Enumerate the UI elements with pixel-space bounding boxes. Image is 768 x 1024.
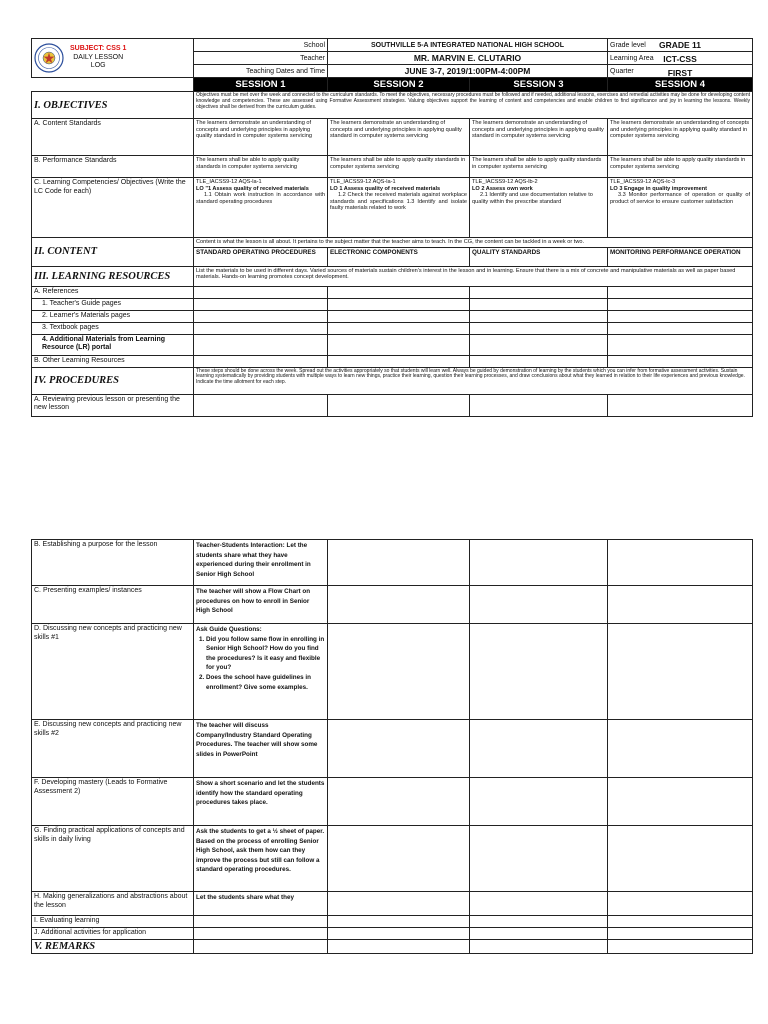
school-label: School [194, 39, 328, 52]
content-standard-s1: The learners demonstrate an understanding of concepts and underlying principles in applying quality standard in computer systems servicing [194, 119, 328, 156]
session-4-header: SESSION 4 [608, 78, 753, 92]
procedure-g-label: G. Finding practical applications of concepts and skills in daily living [32, 826, 194, 892]
content-topic-s4: MONITORING PERFORMANCE OPERATION [608, 247, 753, 266]
procedure-e-s1: The teacher will discuss Company/Industry Standard Operating Procedures. The teacher will show some slides in PowerPoint [194, 720, 328, 778]
content-note: Content is what the lesson is all about. It pertains to the subject matter that the teacher aims to teach. In the CG, the content can be tackled in a week or two. [194, 238, 753, 248]
procedure-d-s1 [194, 624, 328, 720]
area-label: Learning Area [608, 52, 753, 65]
objectives-title: I. OBJECTIVES [32, 92, 194, 119]
competency-s1 [194, 178, 328, 238]
procedure-f-label: F. Developing mastery (Leads to Formative Assessment 2) [32, 778, 194, 826]
quarter-label: Quarter [608, 65, 753, 78]
resources-title: III. LEARNING RESOURCES [32, 266, 194, 286]
procedure-e-label: E. Discussing new concepts and practicing new skills #2 [32, 720, 194, 778]
competency-code: TLE_IACSS9-12 AQS-la-1 [196, 179, 262, 185]
guide-question-2: 2. Does the school have guidelines in enrollment? Give some examples. [206, 673, 325, 692]
procedure-b-s1: Teacher-Students Interaction: Let the students share what they have experienced during their enrollment in Senior High School [194, 540, 328, 586]
performance-standard-s1: The learners shall be able to apply quality standards in computer systems servicing [194, 156, 328, 178]
procedure-h-label: H. Making generalizations and abstractions about the lesson [32, 892, 194, 916]
competency-detail: 3.3 Monitor performance of operation or quality of product of service to ensure customer satisfaction [610, 192, 750, 205]
competency-s3 [470, 178, 608, 238]
procedure-c-label: C. Presenting examples/ instances [32, 586, 194, 624]
guide-question-1: 1. Did you follow same flow in enrolling in Senior High School? How do you find the procedures? Is it easy and flexible for you? [206, 635, 325, 673]
dates-label: Teaching Dates and Time [194, 65, 328, 78]
subject-label: SUBJECT: CSS 1 [70, 45, 127, 53]
procedure-d-label: D. Discussing new concepts and practicing new skills #1 [32, 624, 194, 720]
procedure-b-label: B. Establishing a purpose for the lesson [32, 540, 194, 586]
competency-detail: 1.2 Check the received materials against workplace standards and specifications 1.3 Identify and isolate faulty materials related to work [330, 192, 467, 212]
competency-detail: 2.1 Identify and use documentation relative to quality within the prescribe standard [472, 192, 593, 205]
guide-questions-intro: Ask Guide Questions: [196, 626, 262, 633]
objectives-note: Objectives must be met over the week and connected to the curriculum standards. To meet the objectives, necessary procedures must be followed and if needed, additional lessons, exercises and remedial activities may be done for developing content knowledge and competencies. These are assessed using Formative Assessment strategies. Valuing objectives support the learning of content and competencies and enable children to find significance and joy in learning the lessons. Weekly objectives shall be derived from the curriculum guides. [194, 92, 753, 119]
grade-label: Grade level [608, 39, 753, 52]
teachers-guide-label: 1. Teacher's Guide pages [32, 298, 194, 310]
content-topic-s1: STANDARD OPERATING PROCEDURES [194, 247, 328, 266]
log-title-line2: LOG [90, 62, 106, 70]
content-standard-s4: The learners demonstrate an understanding of concepts and underlying principles in applying quality standard in computer systems servicing [608, 119, 753, 156]
textbook-pages-label: 3. Textbook pages [32, 322, 194, 334]
performance-standard-s2: The learners shall be able to apply quality standards in computer systems servicing [328, 156, 470, 178]
competency-code: TLE_IACSS9-12 AQS-la-1 [330, 179, 396, 185]
content-standard-s2: The learners demonstrate an understanding of concepts and underlying principles in applying quality standard in computer systems servicing [328, 119, 470, 156]
procedure-j-label: J. Additional activities for application [32, 928, 194, 940]
session-2-header: SESSION 2 [328, 78, 470, 92]
resources-note: List the materials to be used in different days. Varied sources of materials sustain children's interest in the lesson and in learning. Ensure that there is a mix of concrete and manipulative materials as well as paper based materials. Hands-on learning promotes concept development. [194, 266, 753, 286]
performance-standard-s4: The learners shall be able to apply quality standards in computer systems servicing [608, 156, 753, 178]
teacher-label: Teacher [194, 52, 328, 65]
content-title: II. CONTENT [32, 238, 194, 267]
procedure-c-s1: The teacher will show a Flow Chart on procedures on how to enroll in Senior High School [194, 586, 328, 624]
lr-portal-label: 4. Additional Materials from Learning Resource (LR) portal [32, 334, 194, 355]
competency-lo: LO 2 Assess own work [472, 185, 533, 192]
logo-cell [32, 39, 194, 78]
competency-code: TLE_IACSS9-12 AQS-lc-3 [610, 179, 676, 185]
content-standards-label: A. Content Standards [32, 119, 194, 156]
procedure-a-label: A. Reviewing previous lesson or presenting the new lesson [32, 394, 194, 416]
competency-s4 [608, 178, 753, 238]
performance-standard-s3: The learners shall be able to apply quality standards in computer systems servicing [470, 156, 608, 178]
school-value: SOUTHVILLE 5-A INTEGRATED NATIONAL HIGH SCHOOL [328, 39, 608, 52]
procedure-g-s1: Ask the students to get a ½ sheet of paper. Based on the process of enrolling Senior High School, ask them how can they improve the process but still can follow a standard operating procedures. [194, 826, 328, 892]
references-label: A. References [32, 286, 194, 298]
dates-value: JUNE 3-7, 2019/1:00PM-4:00PM [328, 65, 608, 78]
competency-detail: 1.1 Obtain work instruction in accordance with standard operating procedures [196, 192, 325, 205]
teacher-value: MR. MARVIN E. CLUTARIO [328, 52, 608, 65]
procedures-title: IV. PROCEDURES [32, 367, 194, 394]
procedures-note: These steps should be done across the week. Spread out the activities appropriately so that students will learn well. Always be guided by demonstration of learning by the students which you can infer from formative assessment activities. Sustain learning systematically by providing students with multiple ways to learn new things, practice their learning, question their learning processes, and draw conclusions about what they learned in relation to their life experiences and previous knowledge. Indicate the time allotment for each step. [194, 367, 753, 394]
procedure-i-label: I. Evaluating learning [32, 916, 194, 928]
competency-lo: LO "1 Assess quality of received materials [196, 185, 309, 192]
procedure-h-s1: Let the students share what they [194, 892, 328, 916]
daily-lesson-log-table-top [31, 38, 753, 417]
deped-seal-icon [34, 43, 64, 73]
daily-lesson-log-table-bottom [31, 539, 753, 954]
remarks-title: V. REMARKS [32, 940, 194, 954]
session-1-header: SESSION 1 [194, 78, 328, 92]
area-value: ICT-CSS [663, 54, 697, 64]
content-topic-s2: ELECTRONIC COMPONENTS [328, 247, 470, 266]
grade-value: GRADE 11 [658, 40, 702, 50]
content-standard-s3: The learners demonstrate an understanding of concepts and underlying principles in applying quality standard in computer systems servicing [470, 119, 608, 156]
competency-s2 [328, 178, 470, 238]
competency-lo: LO 3 Engage in quality improvement [610, 185, 707, 192]
log-title-line1: DAILY LESSON [73, 53, 124, 61]
session-3-header: SESSION 3 [470, 78, 608, 92]
competency-lo: LO 1 Assess quality of received materials [330, 185, 441, 192]
procedure-f-s1: Show a short scenario and let the students identify how the standard operating procedures takes place. [194, 778, 328, 826]
other-resources-label: B. Other Learning Resources [32, 355, 194, 367]
performance-standards-label: B. Performance Standards [32, 156, 194, 178]
learners-materials-label: 2. Learner's Materials pages [32, 310, 194, 322]
quarter-value: FIRST [667, 68, 693, 78]
competencies-label: C. Learning Competencies/ Objectives (Write the LC Code for each) [32, 178, 194, 238]
competency-code: TLE_IACSS9-12 AQS-lb-2 [472, 179, 538, 185]
content-topic-s3: QUALITY STANDARDS [470, 247, 608, 266]
